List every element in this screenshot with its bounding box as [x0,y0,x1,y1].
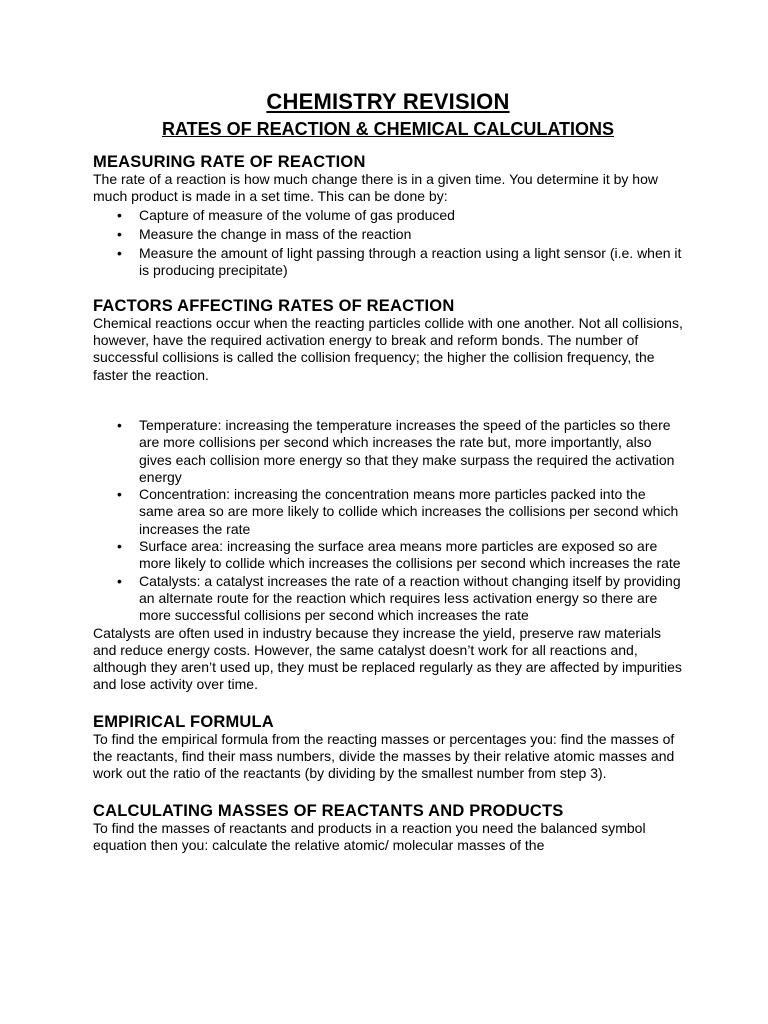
list-item-text: Surface area: increasing the surface area means more particles are exposed so are more likely to collide which increases the collisions per second which increases the rate [139,538,681,572]
section-outro: Catalysts are often used in industry because they increase the yield, preserve raw materials and reduce energy costs. However, the same catalyst doesn’t work for all reactions and, although they aren’t used up, they must be replaced regularly as they are affected by impurities and lose activity over time. [93,624,682,693]
list-item [93,245,683,280]
list-item [93,417,683,486]
list-item [93,207,683,224]
document-page [93,88,683,854]
section-heading: CALCULATING MASSES OF REACTANTS AND PRODUCTS [93,801,564,820]
document-title: CHEMISTRY REVISION [266,89,510,114]
list-item-text: Measure the change in mass of the reaction [139,225,412,242]
bullet-icon: • [117,538,122,555]
list-item-text: Catalysts: a catalyst increases the rate of a reaction without changing itself by providing an alternate route for the reaction which requires less activation energy so there are more successful collisions per second which increases the rate [139,572,681,624]
document-subtitle: RATES OF REACTION & CHEMICAL CALCULATIONS [162,119,614,139]
bullet-list [93,207,683,280]
section-empirical-formula [93,712,683,783]
section-calculating-masses [93,801,683,855]
section-measuring-rate [93,152,683,280]
list-item [93,226,683,243]
list-item [93,486,683,538]
bullet-icon: • [117,206,122,223]
bullet-icon: • [117,225,122,242]
section-heading: FACTORS AFFECTING RATES OF REACTION [93,296,455,315]
section-intro: To find the empirical formula from the reacting masses or percentages you: find the masses of the reactants, find their mass numbers, divide the masses by their relative atomic masses and work out the ratio of the reactants (by dividing by the smallest number from step 3). [93,730,675,782]
bullet-icon: • [117,245,122,262]
list-item-text: Concentration: increasing the concentration means more particles packed into the same area so are more likely to collide which increases the collisions per second which increases the rate [139,486,679,537]
list-item-text: Measure the amount of light passing through a reaction using a light sensor (i.e. when it is producing precipitate) [139,245,682,279]
section-intro: To find the masses of reactants and products in a reaction you need the balanced symbol equation then you: calculate the relative atomic/ molecular masses of the [93,819,646,853]
section-intro: The rate of a reaction is how much change there is in a given time. You determine it by how much product is made in a set time. This can be done by: [93,171,658,205]
section-intro: Chemical reactions occur when the reacting particles collide with one another. Not all collisions, however, have the required activation energy to break and reform bonds. The number of successful collisions is called the collision frequency; the higher the collision frequency, the faster the reaction. [93,314,683,383]
bullet-list [93,417,683,625]
bullet-icon: • [117,572,122,589]
bullet-icon: • [117,416,122,433]
section-factors [93,296,683,694]
list-item-text: Temperature: increasing the temperature increases the speed of the particles so there are more collisions per second which increases the rate but, more importantly, also gives each collision more energy so that they make surpass the required the activation energy [139,416,675,485]
section-heading: MEASURING RATE OF REACTION [93,153,366,171]
section-heading: EMPIRICAL FORMULA [93,712,274,731]
bullet-icon: • [117,486,122,503]
list-item [93,573,683,625]
list-item-text: Capture of measure of the volume of gas produced [139,206,455,223]
list-item [93,538,683,573]
